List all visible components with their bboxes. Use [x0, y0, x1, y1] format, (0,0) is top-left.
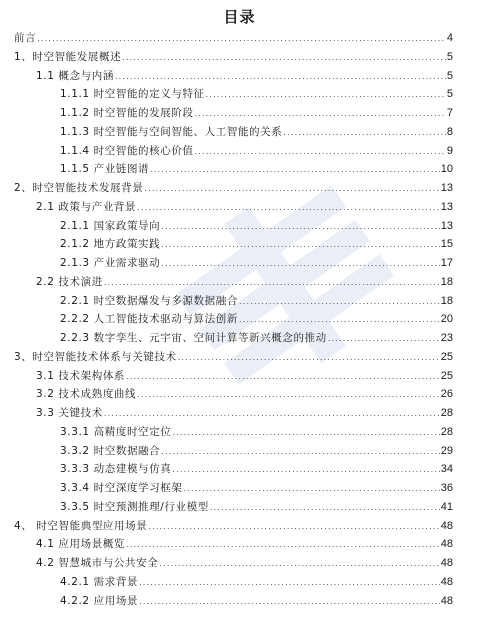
toc-entry-label: 3.3.1 高精度时空定位: [60, 425, 172, 438]
toc-entry[interactable]: [0, 368, 453, 384]
toc-entry[interactable]: [0, 311, 453, 327]
toc-entry-page: 13: [440, 200, 453, 213]
toc-dot-leader: [161, 256, 439, 272]
toc-dot-leader: [139, 575, 440, 591]
toc-entry[interactable]: [0, 574, 453, 590]
toc-entry-label: 1.1.5 产业链图谱: [60, 163, 150, 176]
toc-entry-label: 2.2 技术演进: [36, 275, 103, 288]
toc-dot-leader: [172, 425, 439, 441]
toc-dot-leader: [283, 125, 446, 141]
toc-entry-page: 10: [440, 163, 453, 176]
toc-dot-leader: [104, 275, 440, 291]
toc-entry-page: 17: [440, 257, 453, 269]
toc-entry-label: 4.2.2 应用场景: [60, 594, 139, 607]
toc-entry-label: 1.1.4 时空智能的核心价值: [60, 144, 194, 157]
toc-entry-label: 前言: [14, 32, 37, 44]
toc-entry-page: 29: [440, 444, 453, 457]
toc-dot-leader: [161, 237, 439, 253]
toc-entry-label: 4、 时空智能典型应用场景: [14, 519, 148, 532]
toc-entry[interactable]: [0, 30, 453, 46]
toc-entry[interactable]: [0, 255, 453, 271]
toc-entry-page: 5: [446, 88, 453, 101]
toc-entry-page: 18: [440, 275, 453, 288]
toc-entry[interactable]: [0, 424, 453, 440]
toc-dot-leader: [183, 481, 439, 497]
toc-dot-leader: [144, 181, 439, 197]
toc-dot-leader: [195, 106, 446, 122]
toc-entry-label: 1.1.2 时空智能的发展阶段: [60, 107, 194, 119]
toc-entry-label: 3.1 技术架构体系: [36, 369, 126, 382]
toc-dot-leader: [137, 387, 440, 403]
toc-entry-label: 2.1.3 产业需求驱动: [60, 257, 161, 269]
toc-entry-page: 28: [440, 407, 453, 419]
toc-entry[interactable]: [0, 105, 453, 121]
toc-entry-label: 3.2 技术成熟度曲线: [36, 388, 137, 401]
toc-entry-label: 2.2.2 人工智能技术驱动与算法创新: [60, 313, 238, 326]
toc-entry-page: 15: [440, 238, 453, 251]
toc-dot-leader: [137, 200, 440, 216]
toc-entry-label: 2.1 政策与产业背景: [36, 200, 137, 213]
toc-entry-page: 28: [440, 425, 453, 438]
toc-dot-leader: [328, 331, 440, 347]
toc-dot-leader: [126, 369, 440, 385]
toc-entry-label: 2.1.2 地方政策实践: [60, 238, 161, 251]
toc-entry[interactable]: [0, 199, 453, 215]
toc-title: 目录: [223, 8, 256, 26]
toc-entry-page: 13: [440, 219, 453, 232]
toc-dot-leader: [104, 406, 440, 422]
toc-entry-page: 5: [446, 69, 453, 82]
toc-dot-leader: [139, 594, 440, 610]
toc-entry[interactable]: [0, 443, 453, 459]
toc-dot-leader: [178, 350, 440, 366]
toc-dot-leader: [161, 219, 439, 235]
toc-entry[interactable]: [0, 555, 453, 571]
toc-entry-page: 36: [440, 482, 453, 494]
toc-dot-leader: [122, 50, 446, 66]
toc-entry-label: 1.1.1 时空智能的定义与特征: [60, 88, 205, 101]
toc-entry-page: 41: [440, 500, 453, 513]
toc-dot-leader: [159, 556, 439, 572]
toc-entry-label: 3、时空智能技术体系与关键技术: [14, 350, 177, 363]
toc-entry-label: 4.2 智慧城市与公共安全: [36, 557, 159, 569]
toc-entry[interactable]: [0, 49, 453, 65]
toc-entry[interactable]: [0, 161, 453, 177]
toc-entry[interactable]: [0, 405, 453, 421]
toc-entry[interactable]: [0, 480, 453, 496]
toc-entry-page: 18: [440, 294, 453, 307]
toc-entry[interactable]: [0, 143, 453, 159]
toc-entry-page: 4: [446, 32, 453, 44]
toc-entry[interactable]: [0, 536, 453, 552]
toc-entry-page: 13: [440, 182, 453, 194]
toc-entry[interactable]: [0, 349, 453, 365]
toc-dot-leader: [148, 519, 439, 535]
toc-entry-page: 5: [446, 50, 453, 63]
toc-dot-leader: [150, 162, 440, 178]
toc-entry-label: 2.2.3 数字孪生、元宇宙、空间计算等新兴概念的推动: [60, 332, 327, 344]
toc-entry-page: 25: [440, 369, 453, 382]
toc-entry[interactable]: [0, 499, 453, 515]
toc-entry[interactable]: [0, 124, 453, 140]
toc-dot-leader: [115, 69, 446, 85]
toc-entry-label: 1.1 概念与内涵: [36, 69, 114, 82]
toc-entry-page: 48: [440, 594, 453, 607]
toc-entry-page: 48: [440, 519, 453, 532]
toc-entry-page: 48: [440, 557, 453, 569]
toc-entry-page: 7: [446, 107, 453, 119]
toc-entry-label: 3.3.4 时空深度学习框架: [60, 482, 183, 494]
toc-entry-page: 48: [440, 575, 453, 588]
toc-entry-label: 2.1.1 国家政策导向: [60, 219, 161, 232]
toc-entry-page: 34: [440, 463, 453, 476]
toc-entry[interactable]: [0, 274, 453, 290]
toc-dot-leader: [195, 144, 446, 160]
toc-entry-label: 3.3.2 时空数据融合: [60, 444, 161, 457]
toc-entry-page: 20: [440, 313, 453, 326]
toc-dot-leader: [37, 31, 446, 47]
toc-entry-page: 48: [440, 538, 453, 551]
toc-entry-label: 4.2.1 需求背景: [60, 575, 139, 588]
toc-entry[interactable]: [0, 86, 453, 102]
toc-entry-page: 25: [440, 350, 453, 363]
toc-entry[interactable]: [0, 293, 453, 309]
toc-entry-label: 3.3 关键技术: [36, 407, 103, 419]
toc-dot-leader: [239, 312, 440, 328]
toc-dot-leader: [210, 500, 440, 516]
toc-entry[interactable]: [0, 180, 453, 196]
toc-entry-page: 9: [446, 144, 453, 157]
toc-dot-leader: [161, 444, 439, 460]
toc-entry-page: 23: [440, 332, 453, 344]
toc-entry-page: 8: [446, 125, 453, 138]
toc-entry-label: 3.3.5 时空预测推理/行业模型: [60, 500, 209, 513]
toc-entry[interactable]: [0, 330, 453, 346]
toc-entry-label: 2、时空智能技术发展背景: [14, 182, 144, 194]
toc-entry-page: 26: [440, 388, 453, 401]
toc-entry[interactable]: [0, 518, 453, 534]
toc-entry-label: 2.2.1 时空数据爆发与多源数据融合: [60, 294, 238, 307]
toc-entry[interactable]: [0, 236, 453, 252]
toc-entry-label: 3.3.3 动态建模与仿真: [60, 463, 172, 476]
toc-entry[interactable]: [0, 218, 453, 234]
toc-entry[interactable]: [0, 386, 453, 402]
toc-entry[interactable]: [0, 68, 453, 84]
toc-dot-leader: [172, 462, 439, 478]
toc-dot-leader: [126, 537, 440, 553]
toc-entry-label: 4.1 应用场景概览: [36, 538, 126, 551]
toc-dot-leader: [239, 294, 440, 310]
toc-entry-label: 1、时空智能发展概述: [14, 50, 122, 63]
toc-entry[interactable]: [0, 461, 453, 477]
toc-entry-label: 1.1.3 时空智能与空间智能、人工智能的关系: [60, 125, 283, 138]
toc-entry[interactable]: [0, 593, 453, 609]
toc-dot-leader: [206, 87, 446, 103]
